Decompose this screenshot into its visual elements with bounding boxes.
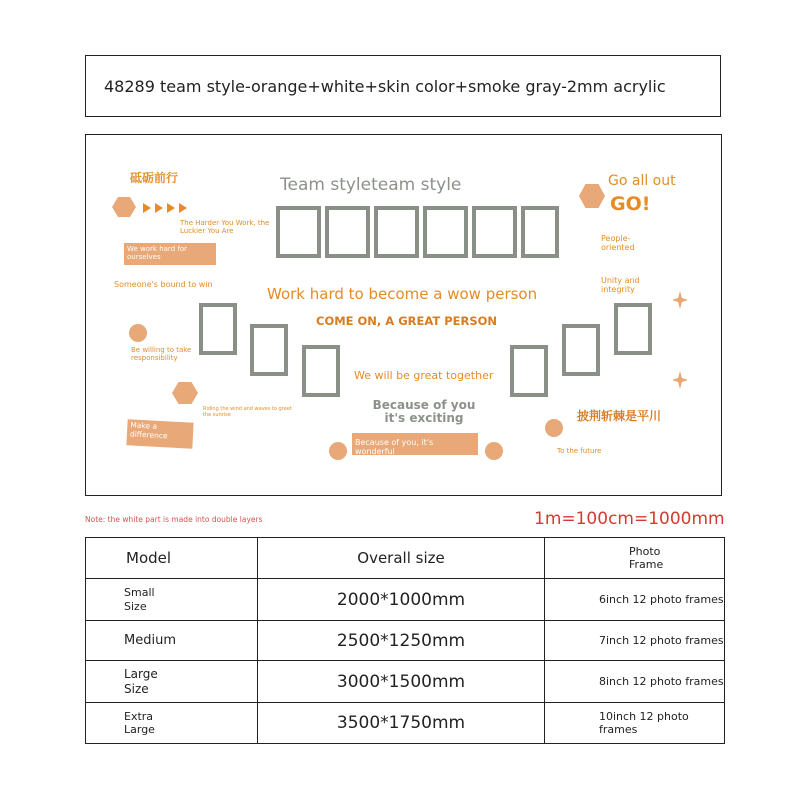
design-preview (85, 134, 722, 496)
photo-frame (250, 324, 288, 376)
because-of-you-text: Because of you it's exciting (372, 398, 476, 426)
arrow-icon (179, 203, 187, 213)
circle-dot (485, 442, 503, 460)
hexagon-icon (172, 382, 198, 404)
note-text: Note: the white part is made into double layers (85, 515, 263, 524)
go-all-out-text: Go all out (608, 173, 676, 189)
spec-table (85, 537, 725, 744)
frame-cell: 10inch 12 photo frames (545, 703, 725, 744)
table-row (86, 703, 725, 744)
photo-frame (374, 206, 419, 258)
photo-frame (510, 345, 548, 397)
go-text: GO! (610, 193, 651, 215)
someone-bound-text: Someone's bound to win (114, 280, 213, 289)
table-row (86, 621, 725, 661)
arrow-icon (143, 203, 151, 213)
circle-dot (545, 419, 563, 437)
sparkle-icon (672, 291, 688, 309)
product-title: 48289 team style-orange+white+skin color+smoke gray-2mm acrylic (104, 77, 666, 96)
to-future-text: To the future (557, 447, 602, 455)
hexagon-icon (579, 184, 605, 208)
hexagon-icon (112, 197, 136, 217)
great-together-text: We will be great together (354, 369, 494, 382)
circle-dot (329, 442, 347, 460)
arrow-icon (167, 203, 175, 213)
header-model: Model (86, 538, 258, 579)
riding-wind-text: Riding the wind and waves to greet the sunrise (203, 406, 292, 418)
scale-text: 1m=100cm=1000mm (534, 509, 725, 529)
team-style-heading: Team styleteam style (280, 175, 462, 195)
make-difference-tag: Make a difference (126, 419, 193, 448)
harder-quote: The Harder You Work, the Luckier You Are (180, 219, 270, 236)
wonderful-tag: Because of you, it's wonderful (352, 433, 478, 455)
table-row (86, 579, 725, 621)
photo-frame (302, 345, 340, 397)
size-cell: 2000*1000mm (258, 579, 545, 621)
photo-frame (423, 206, 468, 258)
header-frame: Photo Frame (629, 544, 664, 571)
table-row (86, 661, 725, 703)
unity-text: Unity and integrity (601, 276, 640, 295)
people-oriented-text: People-oriented (601, 234, 635, 253)
size-cell: 3500*1750mm (258, 703, 545, 744)
model-cell: Medium (86, 621, 258, 661)
frame-cell: 6inch 12 photo frames (545, 579, 725, 621)
circle-dot (129, 324, 147, 342)
willing-text: Be willing to take responsibility (131, 346, 192, 363)
photo-frame (199, 303, 237, 355)
header-size: Overall size (258, 538, 545, 579)
title-box (85, 55, 721, 117)
cn-heading-right: 披荆斩棘是平川 (577, 409, 662, 423)
come-on-heading: COME ON, A GREAT PERSON (316, 314, 498, 328)
table-header-row (86, 538, 725, 579)
size-cell: 2500*1250mm (258, 621, 545, 661)
cn-heading-left: 砥砺前行 (130, 171, 179, 185)
photo-frame (614, 303, 652, 355)
work-hard-tag: We work hard for ourselves (124, 243, 216, 265)
frame-cell: 8inch 12 photo frames (545, 661, 725, 703)
model-cell: Large Size (124, 667, 158, 696)
size-cell: 3000*1500mm (258, 661, 545, 703)
work-hard-heading: Work hard to become a wow person (267, 285, 538, 303)
photo-frame (562, 324, 600, 376)
photo-frame (472, 206, 517, 258)
photo-frame (325, 206, 370, 258)
sparkle-icon (672, 371, 688, 389)
photo-frame (276, 206, 321, 258)
photo-frame (521, 206, 559, 258)
frame-cell: 7inch 12 photo frames (545, 621, 725, 661)
arrow-icon (155, 203, 163, 213)
model-cell: Small Size (124, 586, 155, 613)
model-cell: Extra Large (124, 709, 155, 736)
